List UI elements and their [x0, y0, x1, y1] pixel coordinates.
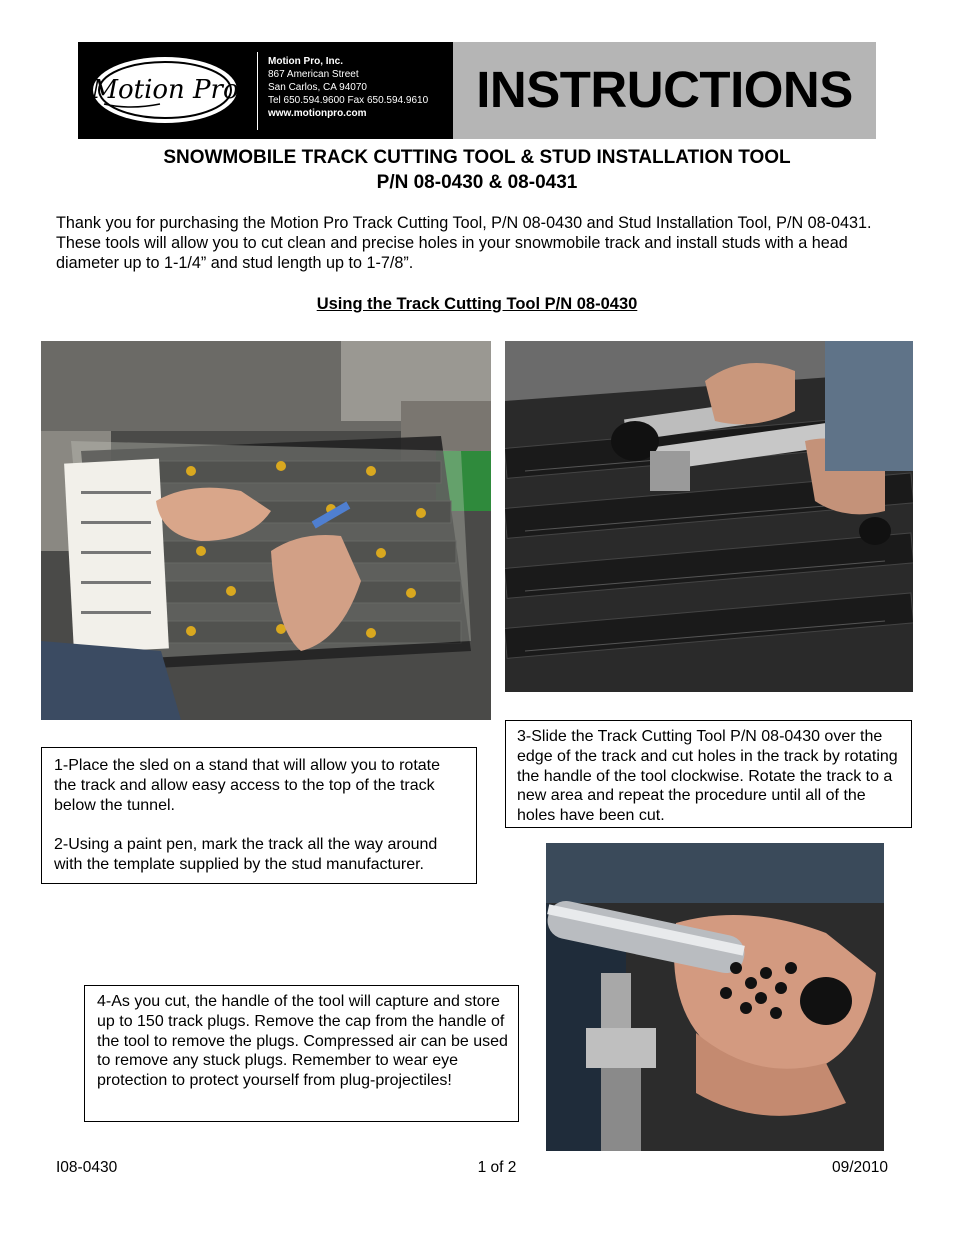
company-city: San Carlos, CA 94070	[268, 82, 367, 93]
instructions-title: INSTRUCTIONS	[476, 61, 853, 118]
footer-date: 09/2010	[831, 1159, 888, 1176]
photo-cutting-tool	[505, 341, 913, 692]
svg-text:Motion Pro: Motion Pro	[91, 75, 239, 105]
header-banner-black	[78, 42, 453, 139]
step1-2-box	[41, 747, 477, 884]
company-info	[268, 55, 428, 120]
company-phone-fax: Tel 650.594.9600 Fax 650.594.9610	[268, 95, 429, 106]
company-name: Motion Pro, Inc.	[268, 56, 343, 67]
section-heading: Using the Track Cutting Tool P/N 08-0430	[316, 295, 638, 313]
intro-paragraph: Thank you for purchasing the Motion Pro Track Cutting Tool, P/N 08-0430 and Stud Installation Tool, P/N 08-0431. These tools will allow you to cut clean and precise holes in your snowmobile track and install studs with a head diameter up to 1-1/4” and stud length up to 1-7/8”.	[56, 214, 872, 272]
step2-text: 2-Using a paint pen, mark the track all the way around with the template supplied by the stud manufacturer.	[54, 836, 438, 874]
footer-page-number: 1 of 2	[477, 1159, 517, 1176]
photo-marking-track	[41, 341, 491, 720]
step4-text: 4-As you cut, the handle of the tool will capture and store up to 150 track plugs. Remove the cap from the handle of the tool to remove the plugs. Compressed air can be used to remove any stuck plugs. Remember to wear eye protection to protect yourself from plug-projectiles!	[97, 993, 508, 1090]
company-street: 867 American Street	[268, 69, 359, 80]
step3-box	[505, 720, 912, 828]
footer-doc-number: I08-0430	[56, 1159, 118, 1176]
step4-box	[84, 985, 519, 1122]
motion-pro-logo	[90, 54, 240, 126]
step3-text: 3-Slide the Track Cutting Tool P/N 08-0430 over the edge of the track and cut holes in the track by rotating the handle of the tool clockwise. Rotate the track to a new area and repeat the procedure until all of the holes have been cut.	[517, 728, 898, 825]
company-website: www.motionpro.com	[268, 108, 367, 119]
photo-track-plugs	[546, 843, 884, 1151]
step1-text: 1-Place the sled on a stand that will allow you to rotate the track and allow easy access to the top of the track below the tunnel.	[54, 757, 440, 814]
header-banner-grey	[453, 42, 876, 139]
document-title: SNOWMOBILE TRACK CUTTING TOOL & STUD INSTALLATION TOOL	[163, 147, 791, 168]
banner-divider	[257, 52, 258, 130]
part-numbers-title: P/N 08-0430 & 08-0431	[376, 172, 578, 193]
